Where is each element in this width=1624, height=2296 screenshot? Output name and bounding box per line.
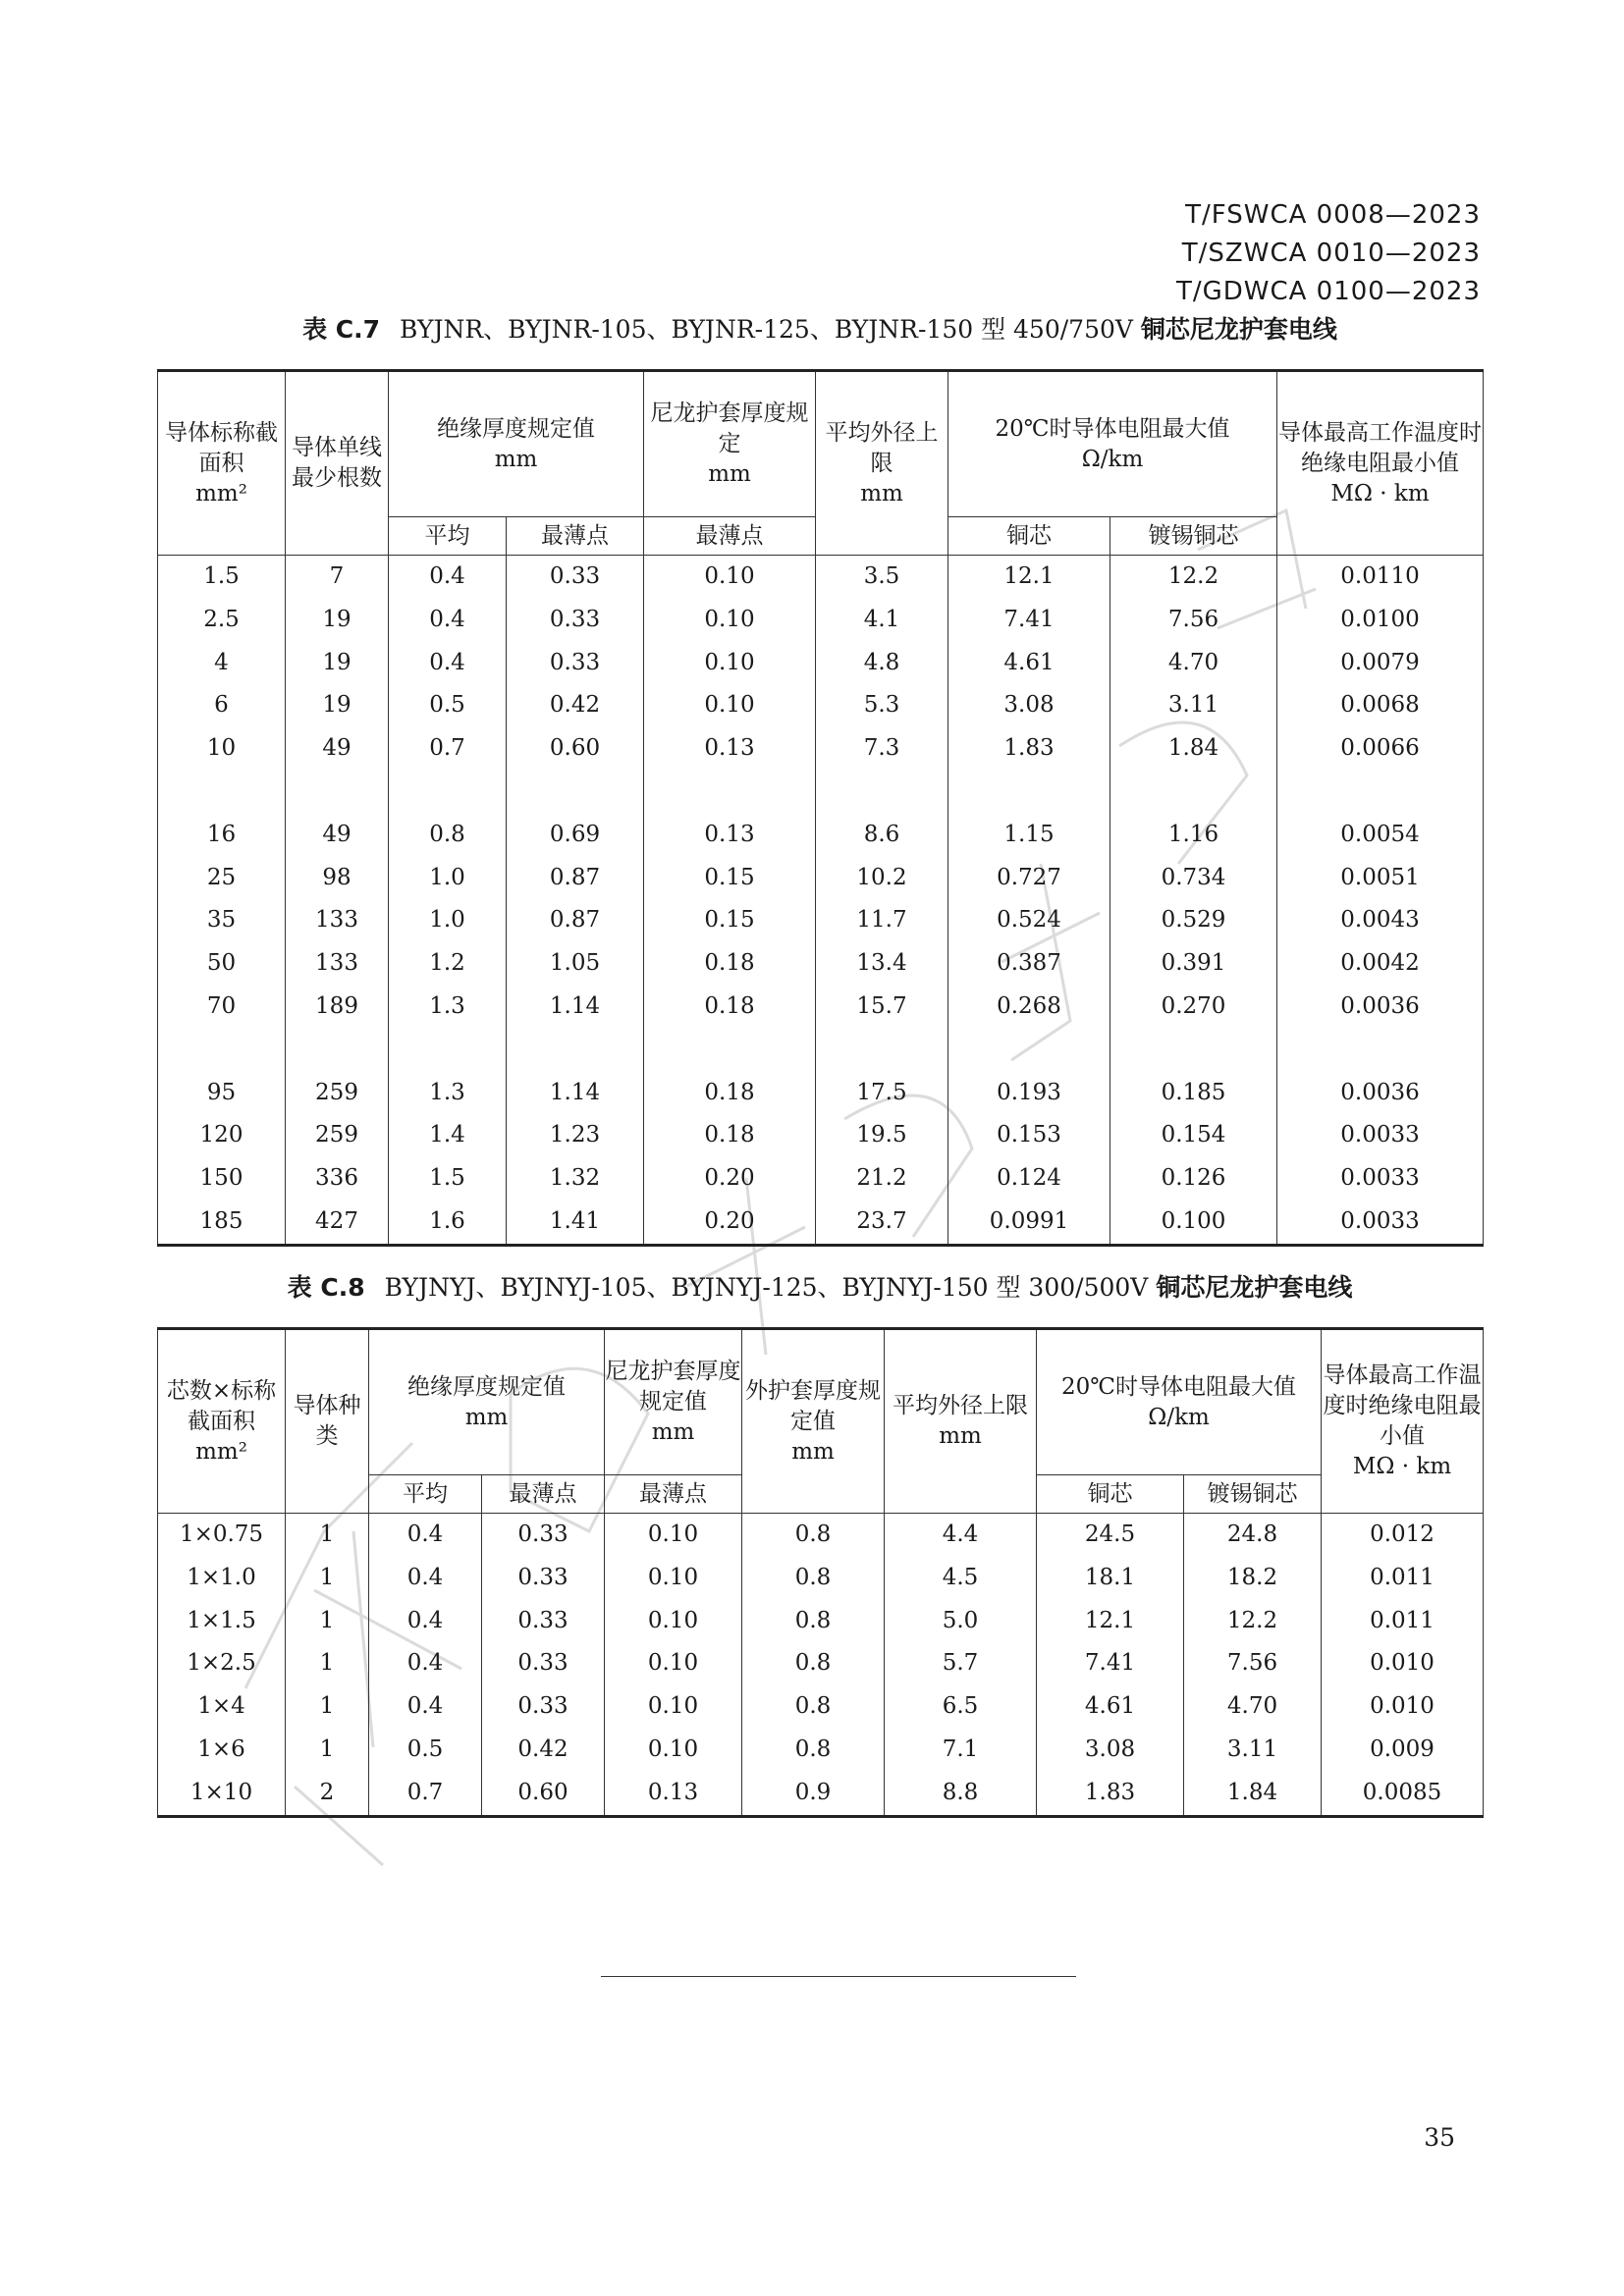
table-cell: 49 bbox=[286, 727, 389, 771]
table-cell: 0.33 bbox=[482, 1642, 605, 1685]
table-row bbox=[158, 1514, 1484, 1557]
table-cell: 1.84 bbox=[1110, 727, 1277, 771]
table-cell: 5.7 bbox=[885, 1642, 1037, 1685]
subheader-average: 平均 bbox=[389, 517, 507, 556]
table-cell: 0.0085 bbox=[1322, 1772, 1484, 1816]
table-c7-title bbox=[157, 310, 1483, 346]
table-cell: 49 bbox=[286, 814, 389, 857]
table-cell: 19 bbox=[286, 642, 389, 685]
standard-code-2: T/SZWCA 0010—2023 bbox=[1181, 239, 1481, 268]
table-cell: 7.1 bbox=[885, 1729, 1037, 1772]
spacer-cell bbox=[158, 1029, 286, 1072]
table-cell: 0.10 bbox=[644, 642, 816, 685]
table-cell: 0.100 bbox=[1110, 1201, 1277, 1245]
table-c8 bbox=[157, 1327, 1484, 1818]
table-cell: 0.10 bbox=[644, 599, 816, 642]
table-cell: 24.8 bbox=[1184, 1514, 1322, 1557]
table-cell: 4.8 bbox=[816, 642, 948, 685]
spacer-cell bbox=[286, 1029, 389, 1072]
table-cell: 150 bbox=[158, 1157, 286, 1201]
header-outer-diameter: 平均外径上限 mm bbox=[816, 371, 948, 556]
table-cell: 0.0042 bbox=[1277, 942, 1484, 986]
table-cell: 0.154 bbox=[1110, 1114, 1277, 1157]
table-cell: 0.193 bbox=[948, 1072, 1110, 1115]
spacer-cell bbox=[816, 1029, 948, 1072]
table-cell: 0.011 bbox=[1322, 1557, 1484, 1600]
table-cell: 1.32 bbox=[507, 1157, 644, 1201]
table-cell: 0.0033 bbox=[1277, 1157, 1484, 1201]
table-cell: 0.4 bbox=[389, 556, 507, 599]
table-cell: 12.1 bbox=[1037, 1600, 1184, 1643]
table-cell: 1×1.0 bbox=[158, 1557, 286, 1600]
table-cell: 0.8 bbox=[742, 1685, 885, 1729]
table-cell: 0.33 bbox=[482, 1514, 605, 1557]
table-cell: 0.124 bbox=[948, 1157, 1110, 1201]
table-cell: 15.7 bbox=[816, 986, 948, 1029]
table-cell: 0.15 bbox=[644, 899, 816, 942]
table-cell: 1 bbox=[286, 1514, 369, 1557]
table-cell: 18.1 bbox=[1037, 1557, 1184, 1600]
table-row bbox=[158, 1685, 1484, 1729]
subheader-nylon-thinnest: 最薄点 bbox=[644, 517, 816, 556]
spacer-cell bbox=[948, 771, 1110, 814]
table-c7-suffix: 铜芯尼龙护套电线 bbox=[1140, 315, 1337, 344]
table-cell: 0.391 bbox=[1110, 942, 1277, 986]
table-cell: 0.13 bbox=[605, 1772, 742, 1816]
table-cell: 1.5 bbox=[158, 556, 286, 599]
table-cell: 0.60 bbox=[507, 727, 644, 771]
spacer-cell bbox=[507, 771, 644, 814]
table-row bbox=[158, 1600, 1484, 1643]
table-cell: 0.87 bbox=[507, 857, 644, 900]
table-cell: 0.13 bbox=[644, 727, 816, 771]
table-cell: 19 bbox=[286, 599, 389, 642]
table-cell: 0.8 bbox=[742, 1642, 885, 1685]
table-row bbox=[158, 899, 1484, 942]
table-cell: 0.0110 bbox=[1277, 556, 1484, 599]
table-cell: 0.10 bbox=[644, 556, 816, 599]
table-cell: 0.5 bbox=[389, 684, 507, 727]
table-cell: 3.08 bbox=[1037, 1729, 1184, 1772]
spacer-row bbox=[158, 771, 1484, 814]
table-cell: 2.5 bbox=[158, 599, 286, 642]
table-cell: 0.4 bbox=[369, 1600, 482, 1643]
table-cell: 1 bbox=[286, 1557, 369, 1600]
table-cell: 1×10 bbox=[158, 1772, 286, 1816]
table-cell: 0.8 bbox=[742, 1514, 885, 1557]
table-cell: 7.41 bbox=[1037, 1642, 1184, 1685]
table-cell: 0.8 bbox=[742, 1729, 885, 1772]
table-cell: 0.33 bbox=[482, 1600, 605, 1643]
table-cell: 133 bbox=[286, 899, 389, 942]
table-cell: 12.2 bbox=[1110, 556, 1277, 599]
spacer-cell bbox=[816, 771, 948, 814]
table-cell: 7.41 bbox=[948, 599, 1110, 642]
table-cell: 3.11 bbox=[1110, 684, 1277, 727]
table-cell: 5.0 bbox=[885, 1600, 1037, 1643]
table-cell: 0.10 bbox=[605, 1600, 742, 1643]
table-cell: 98 bbox=[286, 857, 389, 900]
table-row bbox=[158, 556, 1484, 599]
table-cell: 1.5 bbox=[389, 1157, 507, 1201]
table-cell: 120 bbox=[158, 1114, 286, 1157]
table-cell: 1 bbox=[286, 1729, 369, 1772]
table-cell: 0.4 bbox=[369, 1642, 482, 1685]
spacer-cell bbox=[644, 771, 816, 814]
table-cell: 0.8 bbox=[742, 1557, 885, 1600]
table-cell: 0.7 bbox=[389, 727, 507, 771]
table-cell: 1.14 bbox=[507, 1072, 644, 1115]
page-number: 35 bbox=[1424, 2123, 1455, 2152]
table-cell: 8.6 bbox=[816, 814, 948, 857]
header-min-wires: 导体单线最少根数 bbox=[286, 371, 389, 556]
table-cell: 4.61 bbox=[948, 642, 1110, 685]
table-cell: 70 bbox=[158, 986, 286, 1029]
header-cores-area: 芯数×标称截面积 mm² bbox=[158, 1329, 286, 1514]
table-c8-suffix: 铜芯尼龙护套电线 bbox=[1156, 1273, 1353, 1302]
table-cell: 0.126 bbox=[1110, 1157, 1277, 1201]
subheader-nylon-thinnest: 最薄点 bbox=[605, 1475, 742, 1514]
table-row bbox=[158, 1772, 1484, 1816]
table-cell: 50 bbox=[158, 942, 286, 986]
table-cell: 6 bbox=[158, 684, 286, 727]
spacer-cell bbox=[1277, 771, 1484, 814]
table-cell: 0.185 bbox=[1110, 1072, 1277, 1115]
subheader-tinned-copper: 镀锡铜芯 bbox=[1184, 1475, 1322, 1514]
table-cell: 0.18 bbox=[644, 986, 816, 1029]
table-cell: 0.270 bbox=[1110, 986, 1277, 1029]
table-cell: 35 bbox=[158, 899, 286, 942]
header-nominal-area: 导体标称截面积 mm² bbox=[158, 371, 286, 556]
table-cell: 0.4 bbox=[389, 642, 507, 685]
spacer-cell bbox=[158, 771, 286, 814]
table-cell: 5.3 bbox=[816, 684, 948, 727]
table-cell: 0.15 bbox=[644, 857, 816, 900]
table-cell: 0.10 bbox=[605, 1642, 742, 1685]
table-cell: 0.4 bbox=[369, 1557, 482, 1600]
table-row bbox=[158, 942, 1484, 986]
table-cell: 4.70 bbox=[1110, 642, 1277, 685]
table-cell: 1.16 bbox=[1110, 814, 1277, 857]
table-cell: 1×1.5 bbox=[158, 1600, 286, 1643]
spacer-cell bbox=[507, 1029, 644, 1072]
table-cell: 12.1 bbox=[948, 556, 1110, 599]
table-c8-models: BYJNYJ、BYJNYJ-105、BYJNYJ-125、BYJNYJ-150 型 300/500V bbox=[384, 1273, 1149, 1302]
table-cell: 0.0068 bbox=[1277, 684, 1484, 727]
subheader-tinned-copper: 镀锡铜芯 bbox=[1110, 517, 1277, 556]
spacer-row bbox=[158, 1029, 1484, 1072]
table-cell: 0.33 bbox=[507, 556, 644, 599]
table-row bbox=[158, 1642, 1484, 1685]
table-cell: 13.4 bbox=[816, 942, 948, 986]
footer-rule bbox=[601, 1976, 1076, 1977]
spacer-cell bbox=[389, 1029, 507, 1072]
table-cell: 0.0079 bbox=[1277, 642, 1484, 685]
table-row bbox=[158, 986, 1484, 1029]
table-cell: 4.5 bbox=[885, 1557, 1037, 1600]
header-resistance: 20℃时导体电阻最大值 Ω/km bbox=[948, 371, 1277, 517]
table-cell: 0.529 bbox=[1110, 899, 1277, 942]
table-cell: 0.10 bbox=[644, 684, 816, 727]
table-cell: 0.524 bbox=[948, 899, 1110, 942]
table-cell: 1.3 bbox=[389, 1072, 507, 1115]
table-c7 bbox=[157, 369, 1484, 1247]
table-cell: 10.2 bbox=[816, 857, 948, 900]
table-cell: 259 bbox=[286, 1072, 389, 1115]
table-cell: 0.10 bbox=[605, 1514, 742, 1557]
table-row bbox=[158, 642, 1484, 685]
table-cell: 1×6 bbox=[158, 1729, 286, 1772]
table-cell: 0.42 bbox=[482, 1729, 605, 1772]
table-cell: 12.2 bbox=[1184, 1600, 1322, 1643]
table-cell: 0.4 bbox=[389, 599, 507, 642]
table-c8-title bbox=[157, 1268, 1483, 1304]
table-cell: 0.20 bbox=[644, 1157, 816, 1201]
table-cell: 1.83 bbox=[948, 727, 1110, 771]
table-cell: 0.268 bbox=[948, 986, 1110, 1029]
table-cell: 0.33 bbox=[507, 599, 644, 642]
table-cell: 4 bbox=[158, 642, 286, 685]
table-cell: 427 bbox=[286, 1201, 389, 1245]
table-cell: 18.2 bbox=[1184, 1557, 1322, 1600]
table-row bbox=[158, 599, 1484, 642]
table-cell: 0.727 bbox=[948, 857, 1110, 900]
table-cell: 0.010 bbox=[1322, 1642, 1484, 1685]
table-cell: 1.4 bbox=[389, 1114, 507, 1157]
header-insulation: 绝缘厚度规定值 mm bbox=[389, 371, 644, 517]
table-cell: 1.83 bbox=[1037, 1772, 1184, 1816]
table-row bbox=[158, 1557, 1484, 1600]
table-cell: 3.11 bbox=[1184, 1729, 1322, 1772]
table-cell: 19 bbox=[286, 684, 389, 727]
header-nylon-sheath: 尼龙护套厚度规定值 mm bbox=[605, 1329, 742, 1475]
table-c7-models: BYJNR、BYJNR-105、BYJNR-125、BYJNR-150 型 450/750V bbox=[400, 315, 1133, 344]
table-cell: 0.5 bbox=[369, 1729, 482, 1772]
table-cell: 1.84 bbox=[1184, 1772, 1322, 1816]
table-cell: 24.5 bbox=[1037, 1514, 1184, 1557]
table-cell: 1 bbox=[286, 1642, 369, 1685]
table-c7-label: 表 C.7 bbox=[302, 315, 381, 344]
table-cell: 7 bbox=[286, 556, 389, 599]
table-row bbox=[158, 1157, 1484, 1201]
table-cell: 1.0 bbox=[389, 899, 507, 942]
header-nylon-sheath: 尼龙护套厚度规定 mm bbox=[644, 371, 816, 517]
table-cell: 0.0033 bbox=[1277, 1114, 1484, 1157]
header-insulation: 绝缘厚度规定值 mm bbox=[369, 1329, 605, 1475]
table-row bbox=[158, 1114, 1484, 1157]
table-cell: 0.10 bbox=[605, 1729, 742, 1772]
table-cell: 1 bbox=[286, 1600, 369, 1643]
table-cell: 189 bbox=[286, 986, 389, 1029]
table-cell: 19.5 bbox=[816, 1114, 948, 1157]
table-cell: 95 bbox=[158, 1072, 286, 1115]
table-cell: 1.23 bbox=[507, 1114, 644, 1157]
table-cell: 1.05 bbox=[507, 942, 644, 986]
standard-code-3: T/GDWCA 0100—2023 bbox=[1175, 277, 1481, 306]
table-cell: 1.41 bbox=[507, 1201, 644, 1245]
table-cell: 0.0051 bbox=[1277, 857, 1484, 900]
subheader-copper: 铜芯 bbox=[948, 517, 1110, 556]
table-cell: 1×2.5 bbox=[158, 1642, 286, 1685]
header-insulation-resistance: 导体最高工作温度时绝缘电阻最小值 MΩ · km bbox=[1322, 1329, 1484, 1514]
spacer-cell bbox=[389, 771, 507, 814]
table-cell: 4.61 bbox=[1037, 1685, 1184, 1729]
table-cell: 23.7 bbox=[816, 1201, 948, 1245]
table-cell: 0.8 bbox=[389, 814, 507, 857]
table-cell: 4.70 bbox=[1184, 1685, 1322, 1729]
table-cell: 1.3 bbox=[389, 986, 507, 1029]
table-cell: 0.10 bbox=[605, 1557, 742, 1600]
table-cell: 0.0066 bbox=[1277, 727, 1484, 771]
subheader-thinnest: 最薄点 bbox=[482, 1475, 605, 1514]
table-cell: 0.0054 bbox=[1277, 814, 1484, 857]
table-cell: 0.009 bbox=[1322, 1729, 1484, 1772]
spacer-cell bbox=[1110, 1029, 1277, 1072]
table-cell: 0.33 bbox=[482, 1557, 605, 1600]
table-row bbox=[158, 1729, 1484, 1772]
table-cell: 0.13 bbox=[644, 814, 816, 857]
table-row bbox=[158, 857, 1484, 900]
table-cell: 0.734 bbox=[1110, 857, 1277, 900]
table-cell: 0.153 bbox=[948, 1114, 1110, 1157]
table-cell: 1.14 bbox=[507, 986, 644, 1029]
table-cell: 0.387 bbox=[948, 942, 1110, 986]
table-cell: 21.2 bbox=[816, 1157, 948, 1201]
table-cell: 4.4 bbox=[885, 1514, 1037, 1557]
table-cell: 0.18 bbox=[644, 942, 816, 986]
table-cell: 0.10 bbox=[605, 1685, 742, 1729]
table-cell: 259 bbox=[286, 1114, 389, 1157]
table-cell: 0.0033 bbox=[1277, 1201, 1484, 1245]
table-cell: 7.3 bbox=[816, 727, 948, 771]
table-cell: 11.7 bbox=[816, 899, 948, 942]
table-cell: 0.60 bbox=[482, 1772, 605, 1816]
spacer-cell bbox=[644, 1029, 816, 1072]
table-cell: 1.2 bbox=[389, 942, 507, 986]
table-cell: 133 bbox=[286, 942, 389, 986]
table-cell: 3.5 bbox=[816, 556, 948, 599]
table-cell: 0.0036 bbox=[1277, 986, 1484, 1029]
table-cell: 16 bbox=[158, 814, 286, 857]
table-cell: 1×4 bbox=[158, 1685, 286, 1729]
subheader-average: 平均 bbox=[369, 1475, 482, 1514]
table-cell: 0.33 bbox=[482, 1685, 605, 1729]
table-cell: 10 bbox=[158, 727, 286, 771]
spacer-cell bbox=[1277, 1029, 1484, 1072]
table-cell: 0.0043 bbox=[1277, 899, 1484, 942]
subheader-thinnest: 最薄点 bbox=[507, 517, 644, 556]
table-c8-body bbox=[158, 1514, 1484, 1817]
standard-codes bbox=[1176, 196, 1481, 311]
table-cell: 0.69 bbox=[507, 814, 644, 857]
table-cell: 0.8 bbox=[742, 1600, 885, 1643]
table-cell: 0.18 bbox=[644, 1072, 816, 1115]
table-cell: 0.33 bbox=[507, 642, 644, 685]
table-cell: 0.18 bbox=[644, 1114, 816, 1157]
table-cell: 7.56 bbox=[1184, 1642, 1322, 1685]
table-cell: 1.15 bbox=[948, 814, 1110, 857]
header-conductor-type: 导体种类 bbox=[286, 1329, 369, 1514]
table-cell: 1.0 bbox=[389, 857, 507, 900]
table-cell: 7.56 bbox=[1110, 599, 1277, 642]
table-cell: 1 bbox=[286, 1685, 369, 1729]
table-cell: 0.87 bbox=[507, 899, 644, 942]
table-row bbox=[158, 814, 1484, 857]
header-insulation-resistance: 导体最高工作温度时绝缘电阻最小值 MΩ · km bbox=[1277, 371, 1484, 556]
table-cell: 3.08 bbox=[948, 684, 1110, 727]
table-cell: 17.5 bbox=[816, 1072, 948, 1115]
spacer-cell bbox=[286, 771, 389, 814]
table-cell: 0.4 bbox=[369, 1685, 482, 1729]
table-row bbox=[158, 684, 1484, 727]
table-cell: 1×0.75 bbox=[158, 1514, 286, 1557]
table-cell: 0.7 bbox=[369, 1772, 482, 1816]
table-cell: 6.5 bbox=[885, 1685, 1037, 1729]
table-cell: 336 bbox=[286, 1157, 389, 1201]
table-cell: 0.42 bbox=[507, 684, 644, 727]
table-cell: 0.010 bbox=[1322, 1685, 1484, 1729]
header-outer-diameter: 平均外径上限 mm bbox=[885, 1329, 1037, 1514]
table-cell: 0.011 bbox=[1322, 1600, 1484, 1643]
header-outer-sheath: 外护套厚度规定值 mm bbox=[742, 1329, 885, 1514]
table-cell: 0.012 bbox=[1322, 1514, 1484, 1557]
table-cell: 25 bbox=[158, 857, 286, 900]
table-cell: 0.9 bbox=[742, 1772, 885, 1816]
table-cell: 0.4 bbox=[369, 1514, 482, 1557]
spacer-cell bbox=[1110, 771, 1277, 814]
table-cell: 185 bbox=[158, 1201, 286, 1245]
table-cell: 0.0036 bbox=[1277, 1072, 1484, 1115]
header-resistance: 20℃时导体电阻最大值 Ω/km bbox=[1037, 1329, 1322, 1475]
spacer-cell bbox=[948, 1029, 1110, 1072]
table-cell: 2 bbox=[286, 1772, 369, 1816]
table-row bbox=[158, 1201, 1484, 1245]
subheader-copper: 铜芯 bbox=[1037, 1475, 1184, 1514]
table-c7-body bbox=[158, 556, 1484, 1246]
table-cell: 0.0100 bbox=[1277, 599, 1484, 642]
table-cell: 0.20 bbox=[644, 1201, 816, 1245]
table-row bbox=[158, 1072, 1484, 1115]
standard-code-1: T/FSWCA 0008—2023 bbox=[1185, 200, 1481, 230]
table-c8-label: 表 C.8 bbox=[287, 1273, 365, 1302]
table-row bbox=[158, 727, 1484, 771]
table-cell: 1.6 bbox=[389, 1201, 507, 1245]
table-cell: 0.0991 bbox=[948, 1201, 1110, 1245]
table-cell: 4.1 bbox=[816, 599, 948, 642]
table-cell: 8.8 bbox=[885, 1772, 1037, 1816]
